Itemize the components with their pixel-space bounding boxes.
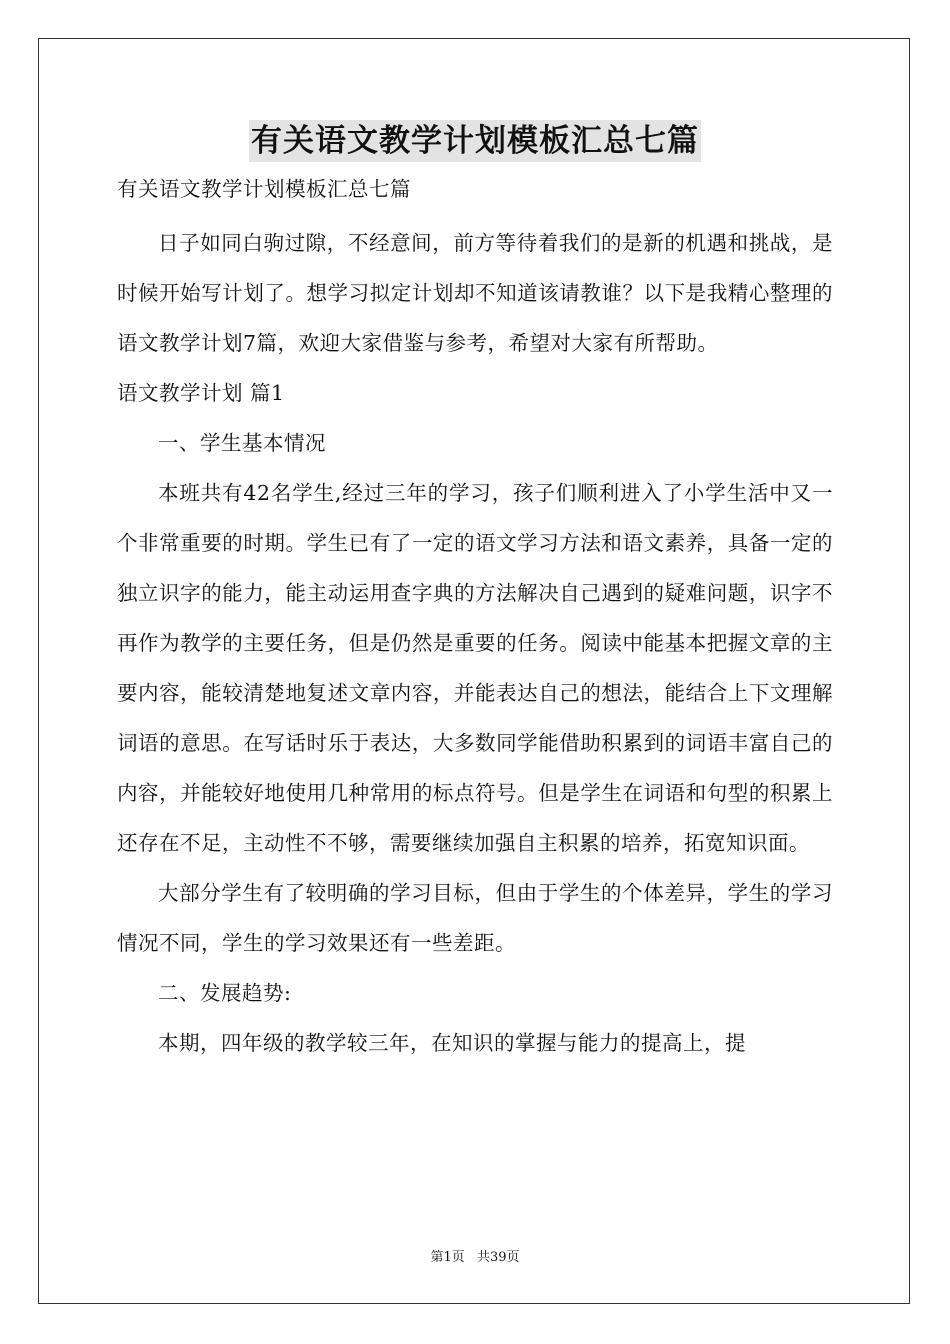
document-title: 有关语文教学计划模板汇总七篇 (249, 120, 701, 162)
document-subtitle: 有关语文教学计划模板汇总七篇 (117, 177, 411, 201)
paragraph: 本班共有42名学生,经过三年的学习，孩子们顺利进入了小学生活中又一个非常重要的时期。学生已有了一定的语文学习方法和语文素养，具备一定的独立识字的能力，能主动运用查字典的方法解决自己遇到的疑难问题，识字不再作为教学的主要任务，但是仍然是重要的任务。阅读中能基本把握文章的主要内容，能较清楚地复述文章内容，并能表达自己的想法，能结合上下文理解词语的意思。在写话时乐于表达，大多数同学能借助积累到的词语丰富自己的内容，并能较好地使用几种常用的标点符号。但是学生在词语和句型的积累上还存在不足，主动性不不够，需要继续加强自主积累的培养，拓宽知识面。 (117, 481, 833, 855)
paragraph: 大部分学生有了较明确的学习目标，但由于学生的个体差异，学生的学习情况不同，学生的学习效果还有一些差距。 (117, 881, 833, 955)
paragraph: 本期，四年级的教学较三年，在知识的掌握与能力的提高上，提 (158, 1031, 746, 1055)
paragraph: 二、发展趋势: (158, 981, 292, 1005)
paragraph: 语文教学计划 篇1 (117, 381, 285, 405)
page-total: 共39页 (476, 1250, 520, 1265)
page-number: 第1页 (430, 1250, 465, 1265)
document-body (117, 120, 833, 1068)
paragraph: 一、学生基本情况 (158, 431, 326, 455)
paragraph-list (117, 170, 833, 1068)
page-footer (0, 1246, 950, 1265)
paragraph: 日子如同白驹过隙，不经意间，前方等待着我们的是新的机遇和挑战，是时候开始写计划了。想学习拟定计划却不知道该请教谁？以下是我精心整理的语文教学计划7篇，欢迎大家借鉴与参考，希望对大家有所帮助。 (117, 231, 833, 355)
title-wrapper (117, 120, 833, 162)
